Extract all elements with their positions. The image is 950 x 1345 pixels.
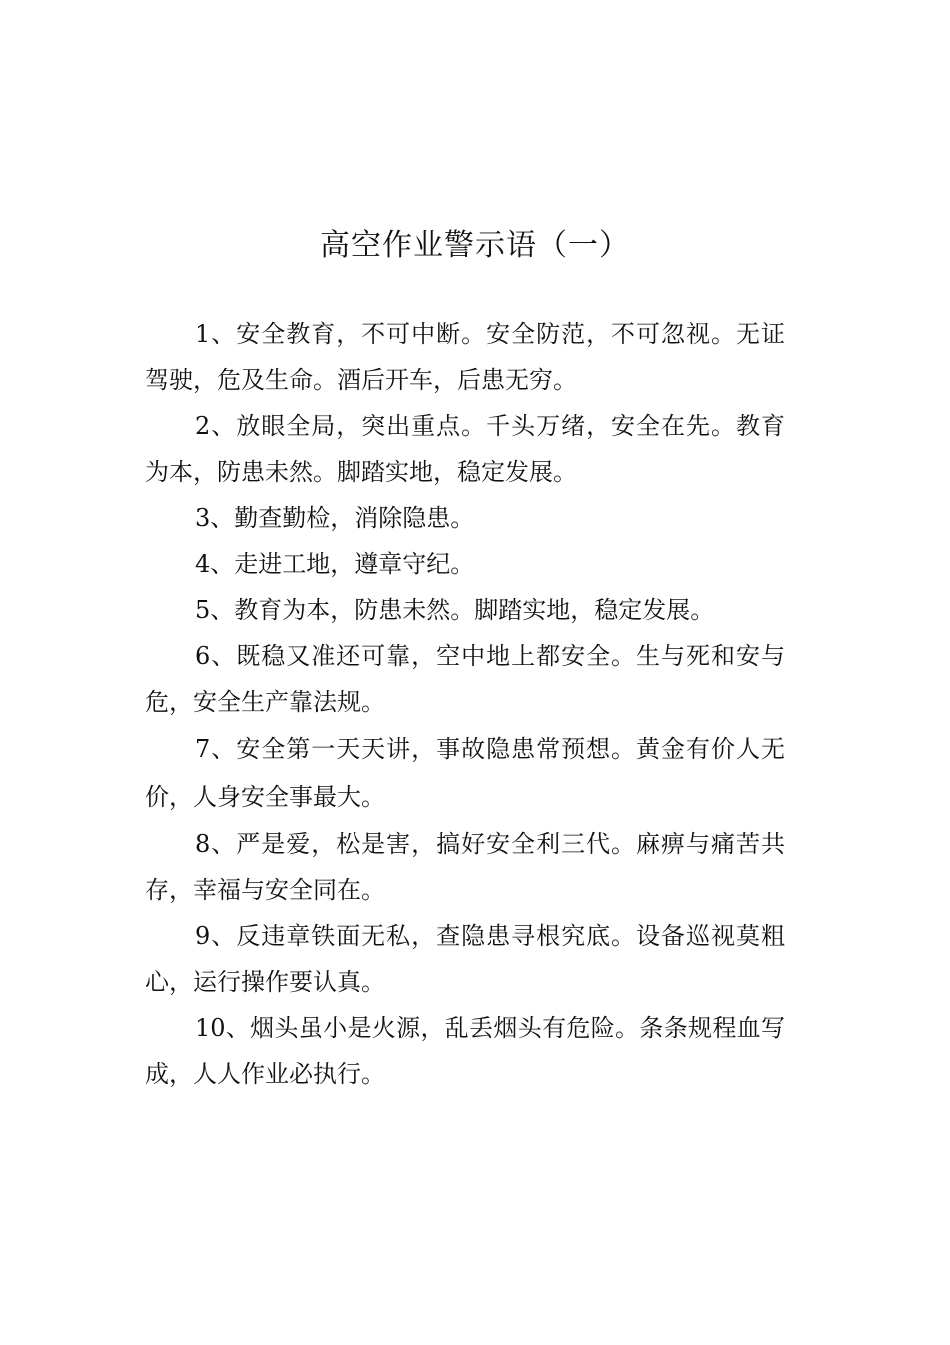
warning-item-9: 9、反违章铁面无私，查隐患寻根究底。设备巡视莫粗心，运行操作要认真。: [145, 922, 785, 996]
warning-list: [145, 311, 785, 1097]
warning-item-6: 6、既稳又准还可靠，空中地上都安全。生与死和安与危，安全生产靠法规。: [145, 642, 785, 716]
warning-item-4: 4、走进工地，遵章守纪。: [195, 550, 475, 578]
warning-item-10: 10、烟头虽小是火源，乱丢烟头有危险。条条规程血写成，人人作业必执行。: [145, 1014, 785, 1088]
document-title: 高空作业警示语（一）: [320, 228, 630, 263]
warning-item-2: 2、放眼全局，突出重点。千头万绪，安全在先。教育为本，防患未然。脚踏实地，稳定发展。: [145, 412, 785, 486]
warning-item-8: 8、严是爱，松是害，搞好安全利三代。麻痹与痛苦共存，幸福与安全同在。: [145, 830, 785, 904]
warning-item-7: 7、安全第一天天讲，事故隐患常预想。黄金有价人无价，人身安全事最大。: [145, 735, 785, 811]
warning-item-3: 3、勤查勤检，消除隐患。: [195, 504, 475, 532]
warning-item-5: 5、教育为本，防患未然。脚踏实地，稳定发展。: [195, 596, 715, 624]
warning-item-1: 1、安全教育，不可中断。安全防范，不可忽视。无证驾驶，危及生命。酒后开车，后患无穷。: [145, 320, 785, 394]
